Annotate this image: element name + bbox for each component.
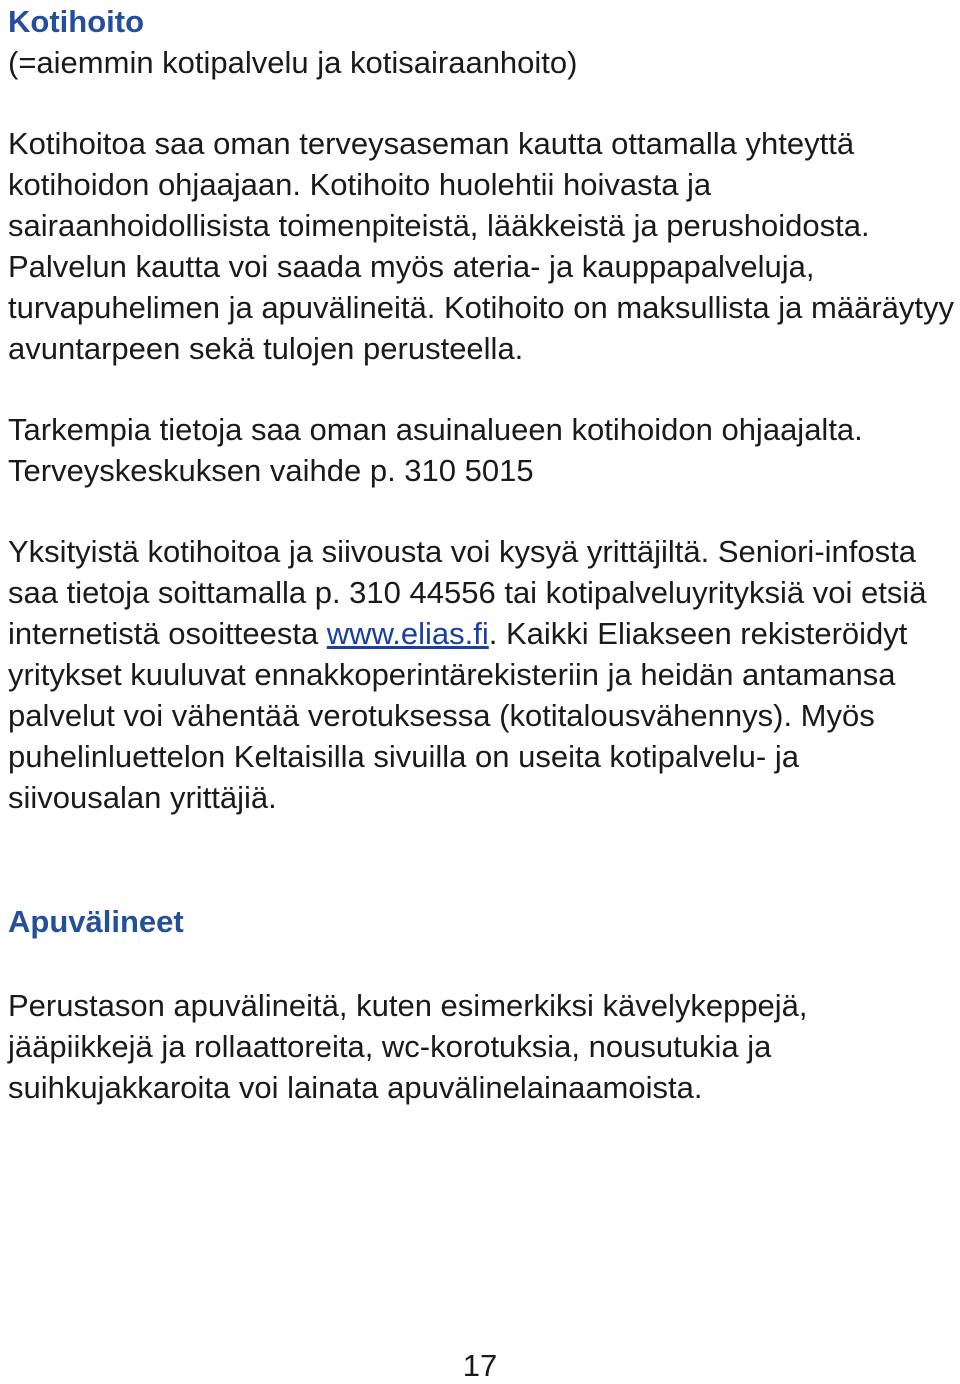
section-subtitle: (=aiemmin kotipalvelu ja kotisairaanhoito) [8,45,578,80]
section-title-apuvalineet: Apuvälineet [8,904,184,939]
paragraph-kotihoito-contact: Tarkempia tietoja saa oman asuinalueen kotihoidon ohjaajalta. Terveyskeskuksen vaihde p. 310 5015 [8,412,863,488]
paragraph-private-services [8,531,956,818]
page-number: 17 [462,1348,498,1383]
section-title-kotihoito: Kotihoito [8,4,145,39]
document-page [8,0,956,1108]
elias-link[interactable]: www.elias.fi [326,616,489,651]
paragraph-kotihoito-intro: Kotihoitoa saa oman terveysaseman kautta ottamalla yhteyttä kotihoidon ohjaajaan. Kotihoito huolehtii hoivasta ja sairaanhoidollisista toimenpiteistä, lääkkeistä ja perushoidosta. Palvelun kautta voi saada myös ateria- ja kauppapalveluja, turvapuhelimen ja apuvälineitä. Kotihoito on maksullista ja määräytyy avuntarpeen sekä tulojen perusteella. [8,126,954,366]
paragraph-text-before-link: Yksityistä kotihoitoa ja siivousta voi kysyä yrittäjiltä. Seniori-infosta saa tietoja soittamalla p. 310 44556 tai kotipalveluyrityksiä voi etsiä internetistä osoitteesta [8,534,927,651]
paragraph-text-after-link: . Kaikki Eliakseen rekisteröidyt yritykset kuuluvat ennakkoperintärekisteriin ja heidän antamansa palvelut voi vähentää verotuksessa (kotitalousvähennys). Myös puhelinluettelon Keltaisilla sivuilla on useita kotipalvelu- ja siivousalan yrittäjiä. [8,616,908,815]
paragraph-apuvalineet: Perustason apuvälineitä, kuten esimerkiksi kävelykeppejä, jääpiikkejä ja rollaattoreita, wc-korotuksia, nousutukia ja suihkujakkaroita voi lainata apuvälinelainaamoista. [8,988,808,1105]
